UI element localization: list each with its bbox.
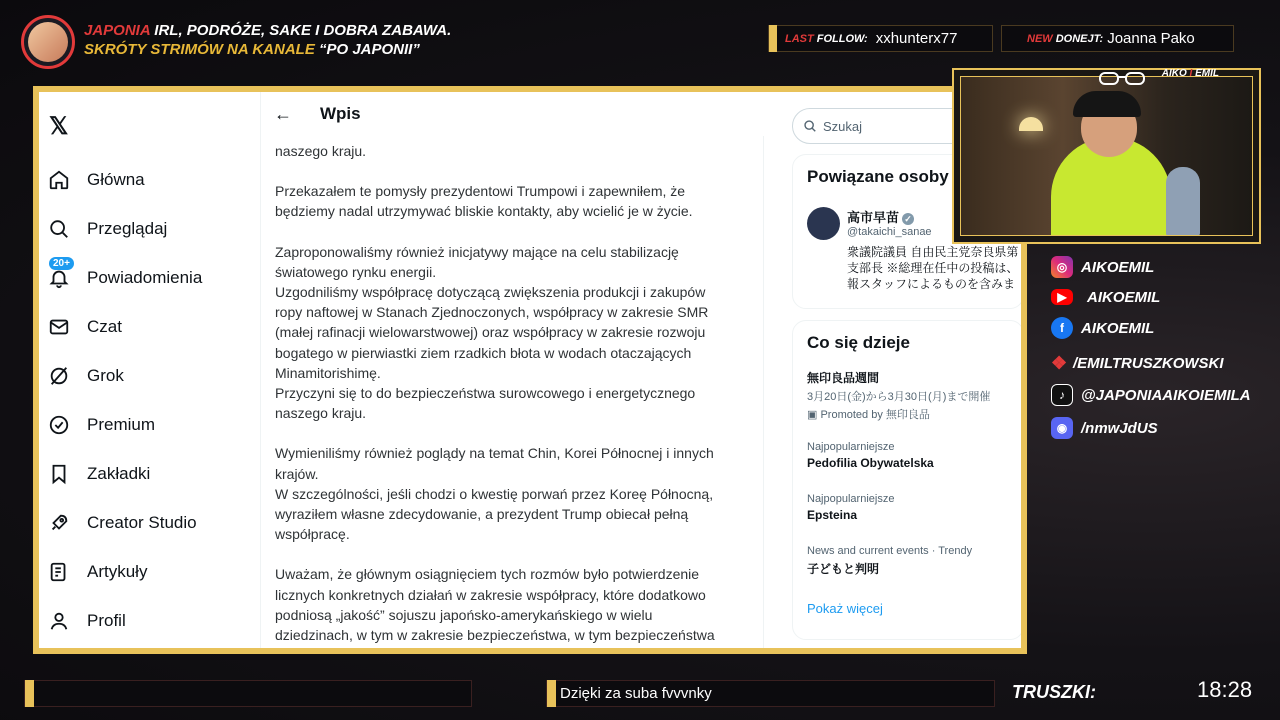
microphone [1166,167,1200,236]
nav-label: Powiadomienia [87,268,203,287]
ticker-marker [547,680,556,707]
tiktok-icon: ♪ [1051,384,1073,406]
nav-label: Przeglądaj [87,219,168,238]
last-follow-label: LAST FOLLOW: [785,32,868,45]
social-youtube: ▶ AIKOEMIL [1051,286,1160,308]
pill-marker [769,25,777,52]
nav-explore[interactable] [47,212,167,246]
nav-articles[interactable] [47,555,147,589]
person-bio-line: 衆議院議員 自由民主党奈良県第 [847,245,1019,259]
webcam-tag: AIKO I EMIL [1161,68,1219,79]
page-title: Wpis [320,104,361,123]
channel-logo [21,15,75,69]
back-arrow-icon[interactable]: ← [274,103,292,124]
home-icon [47,168,71,192]
nav-label: Artykuły [87,562,148,581]
ticker-left [24,680,472,707]
nav-label: Grok [87,366,124,385]
bell-icon [47,258,71,290]
lamp [1019,117,1043,131]
person-bio-line: 報スタッフによるものを含みま [847,277,1016,291]
nav-label: Zakładki [87,464,151,483]
instagram-icon: ◎ [1051,256,1073,278]
left-sidebar [39,92,261,648]
trends-title: Co się dzieje [807,333,910,352]
nav-label: Creator Studio [87,513,197,532]
trend-meta: Najpopularniejsze [807,441,895,453]
webcam-frame [952,68,1261,244]
logo-image [28,22,68,62]
search-placeholder: Szukaj [823,118,863,134]
search-icon [803,119,817,133]
nav-profile[interactable] [47,604,126,638]
grok-icon [47,364,71,388]
post-paragraph: Uważam, że głównym osiągnięciem tych rozmów było potwierdzenie licznych konkretnych działań w zakresie współpracy, które dodatkowo podniosą „jakość” sojuszu japońsko-amerykańskiego w wielu dziedzinach, w tym w zakresie bezpieczeństwa, w tym bezpieczeństwa [275,566,715,644]
trend-name: 無印良品週間 [807,371,880,385]
nav-chat[interactable] [47,310,122,344]
webcam-feed [960,76,1253,236]
nav-home[interactable] [47,163,145,197]
post-paragraph: naszego kraju. [275,143,367,159]
patronite-icon: ❖ [1050,352,1068,373]
nav-label: Profil [87,611,126,630]
clock: 18:28 [1197,677,1253,702]
trend-meta: News and current events · Trendy [807,545,973,557]
rocket-icon [47,511,71,535]
facebook-icon: f [1051,317,1073,339]
post-header [262,92,764,136]
truszki-label: TRUSZKI: [1012,682,1096,702]
bookmark-icon [47,462,71,486]
nav-notifications[interactable] [47,258,203,295]
nav-label: Główna [87,170,145,189]
new-donejt-value: Joanna Pako [1107,30,1195,47]
social-discord: ◉ /nmwJdUS [1051,417,1158,439]
post-paragraph: Wymieniliśmy również poglądy na temat Chin, Korei Północnej i innych krajów. W szczególności, jeśli chodzi o kwestię porwań przez Koreę Północną, wyraziłem własne zdecydowanie, a prezydent Trump obiecał pełną współpracę. [275,445,714,543]
nav-label: Czat [87,317,122,336]
trend-item[interactable] [807,493,894,522]
trend-meta: Najpopularniejsze [807,493,895,505]
social-patronite: ❖ /EMILTRUSZKOWSKI [1050,352,1224,373]
browser-capture-frame [33,86,1027,654]
show-more-link[interactable]: Pokaż więcej [807,601,883,616]
last-follow-box [768,25,993,52]
social-tiktok: ♪ @JAPONIAAIKOIEMILA [1051,384,1251,406]
youtube-icon: ▶ [1051,289,1073,305]
profile-icon [47,609,71,633]
avatar[interactable] [807,207,840,240]
overlay-title: JAPONIA IRL, PODRÓŻE, SAKE I DOBRA ZABAWA. [84,22,452,39]
related-title: Powiązane osoby [807,167,949,186]
person-name[interactable]: 高市早苗 ✓ [847,207,1021,226]
nav-creator-studio[interactable] [47,506,197,540]
search-icon [47,217,71,241]
overlay-subtitle: SKRÓTY STRIMÓW NA KANALE “PO JAPONII” [84,41,420,58]
trend-item[interactable] [807,545,972,577]
trend-name: Epsteina [807,508,858,522]
new-donejt-label: NEW DONEJT: [1027,32,1104,45]
post-paragraph: Zaproponowaliśmy również inicjatywy mające na celu stabilizację światowego rynku energii. Uzgodniliśmy współpracę dotyczącą zwiększenia produkcji i zakupów ropy naftowej w Stanach Zjednoczonych, współpracy w zakresie SMR (małej rafinacji wielowarstwowej) oraz współpracy w zakresie rozwoju bogatego w pierwiastki ziem rzadkich błota w wodach otaczających Minamitorishimę. Przyczyni się to do bezpieczeństwa surowcowego i energetycznego naszego kraju. [275,243,709,422]
article-icon [47,560,71,584]
ticker-marker [25,680,34,707]
ticker-middle: Dzięki za suba fvvvnky [546,680,995,707]
x-app-window [39,92,1021,648]
new-donejt-box [1001,25,1234,52]
post-text [275,141,745,648]
trend-item[interactable] [807,441,934,470]
trend-sub: 3月20日(金)から3月30日(月)まで開催 [807,391,991,403]
nav-bookmarks[interactable] [47,457,150,491]
notification-badge: 20+ [49,257,74,270]
discord-icon: ◉ [1051,417,1073,439]
mail-icon [47,315,71,339]
trend-promoted: ▣ Promoted by 無印良品 [807,409,930,421]
x-logo[interactable]: 𝕏 [49,113,69,140]
nav-premium[interactable] [47,408,155,442]
post-column [262,92,764,648]
social-facebook: f AIKOEMIL [1051,317,1154,339]
nav-grok[interactable] [47,359,124,393]
person-bio-line: 支部長 ※総理在任中の投稿は、 [847,261,1019,275]
last-follow-value: xxhunterx77 [875,30,958,47]
trends-card [792,320,1021,640]
verified-badge-icon: ✓ [902,213,914,225]
streamer-cap [1073,91,1141,117]
social-instagram: ◎ AIKOEMIL [1051,256,1154,278]
premium-icon [47,413,71,437]
trend-name: 子どもと判明 [807,562,880,576]
trend-item[interactable] [807,369,990,422]
trend-name: Pedofilia Obywatelska [807,456,934,470]
glasses-icon [1097,70,1147,89]
person-handle: @takaichi_sanae [847,226,932,238]
post-paragraph: Przekazałem te pomysły prezydentowi Trumpowi i zapewniłem, że będziemy nadal utrzymywać bliskie kontakty, aby wcielić je w życie. [275,183,693,220]
nav-label: Premium [87,415,156,434]
